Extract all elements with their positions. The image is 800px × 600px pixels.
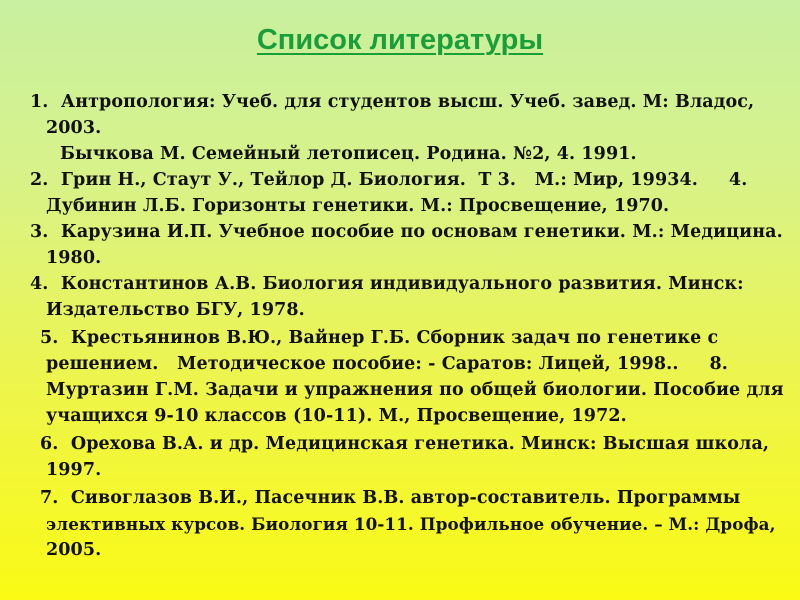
- reference-line: 1980.: [46, 248, 102, 268]
- reference-line: учащихся 9-10 классов (10-11). М., Просвещение, 1972.: [46, 406, 627, 426]
- reference-line: решением. Методическое пособие: - Саратов: Лицей, 1998.. 8.: [46, 354, 728, 374]
- reference-line: элективных курсов. Биология 10-11. Профильное обучение. – М.: Дрофа,: [46, 514, 776, 534]
- reference-line: 6. Орехова В.А. и др. Медицинская генетика. Минск: Высшая школа,: [40, 434, 770, 454]
- reference-line: 1. Антропология: Учеб. для студентов высш. Учеб. завед. М: Владос,: [30, 92, 755, 112]
- reference-line: 2003.: [46, 118, 102, 138]
- reference-line: Дубинин Л.Б. Горизонты генетики. М.: Просвещение, 1970.: [46, 196, 670, 216]
- reference-line: Бычкова М. Семейный летописец. Родина. №2, 4. 1991.: [60, 144, 637, 164]
- reference-line: 2. Грин Н., Стаут У., Тейлор Д. Биология. Т 3. М.: Мир, 19934. 4.: [30, 170, 748, 190]
- reference-line: 2005.: [46, 540, 102, 560]
- reference-line: 3. Карузина И.П. Учебное пособие по основам генетики. М.: Медицина.: [30, 222, 783, 242]
- reference-line: 1997.: [46, 460, 102, 480]
- reference-line: Муртазин Г.М. Задачи и упражнения по общей биологии. Пособие для: [46, 380, 784, 400]
- reference-line: 5. Крестьянинов В.Ю., Вайнер Г.Б. Сборник задач по генетике с: [40, 328, 719, 348]
- reference-line: 4. Константинов А.В. Биология индивидуального развития. Минск:: [30, 274, 744, 294]
- reference-line: Издательство БГУ, 1978.: [46, 300, 305, 320]
- reference-line: 7. Сивоглазов В.И., Пасечник В.В. автор-составитель. Программы: [40, 488, 741, 508]
- page-title: Список литературы: [256, 24, 544, 56]
